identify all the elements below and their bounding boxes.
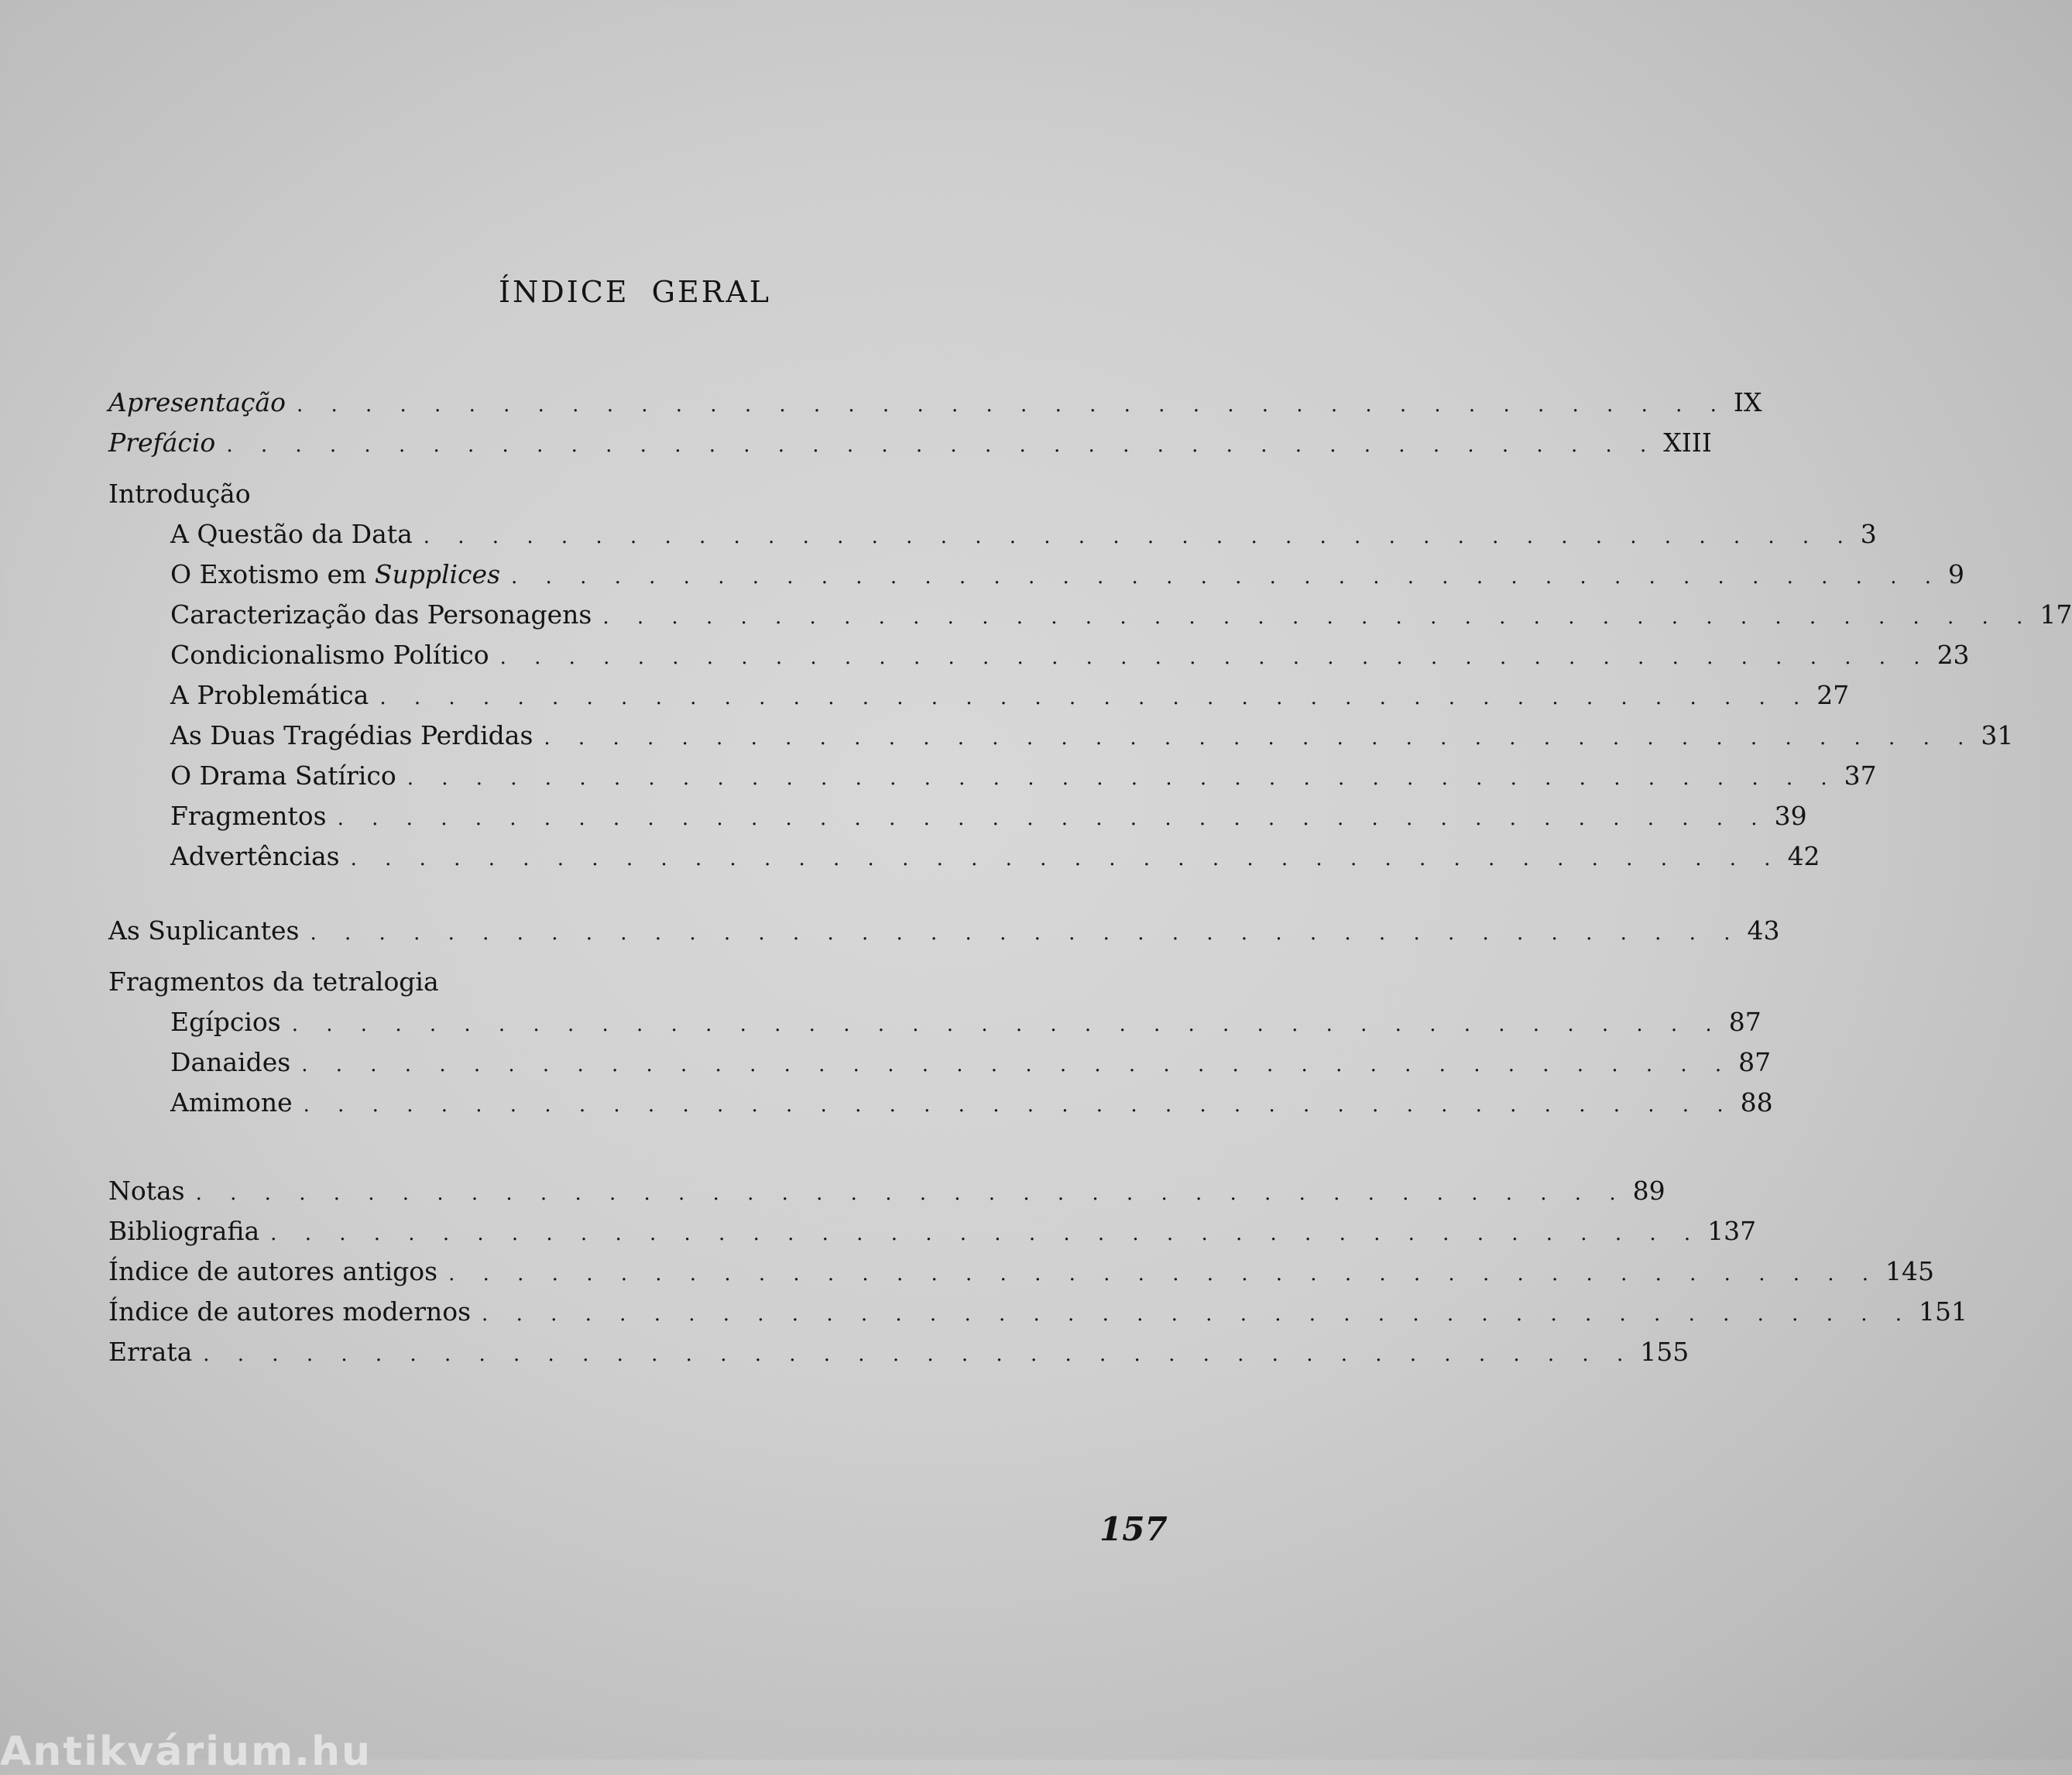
toc-entry-page: 151: [1919, 1296, 1968, 1327]
toc-entry-page: 23: [1936, 640, 1970, 670]
dot-leader: . . . . . . . . . . . . . . . . . . . . . . . . . . . . . . . . . . . . . . . . . .: [602, 606, 2034, 629]
dot-leader: . . . . . . . . . . . . . . . . . . . . . . . . . . . . . . . . . . . . . . . . . .: [303, 1093, 1734, 1117]
page-title: ÍNDICE GERAL: [498, 275, 771, 309]
toc-entry-page: 137: [1707, 1216, 1757, 1246]
toc-entry-label: Danaides: [170, 1047, 291, 1077]
toc-entry-label: Condicionalismo Político: [170, 640, 489, 670]
toc-entry-page: 87: [1728, 1007, 1762, 1037]
toc-entry-label: Índice de autores modernos: [108, 1296, 472, 1327]
toc-entry-label: A Problemática: [170, 680, 369, 710]
toc-section-introducao: [108, 479, 1154, 519]
toc-entry: [108, 720, 2014, 760]
dot-leader: . . . . . . . . . . . . . . . . . . . . . . . . . . . . . . . . . . . . . . . . . .: [379, 686, 1811, 709]
toc-entry-page: 88: [1740, 1087, 1773, 1118]
toc-entry-page: 3: [1860, 519, 1877, 549]
toc-entry-page: 37: [1844, 760, 1877, 791]
toc-entry-page: 87: [1738, 1047, 1772, 1077]
toc-entry-label: As Duas Tragédias Perdidas: [170, 720, 533, 750]
toc-entry-label: [170, 559, 511, 589]
toc-entry: [108, 1216, 1757, 1256]
toc-entry: [108, 559, 1964, 599]
toc-entry-label: Índice de autores antigos: [108, 1256, 438, 1286]
toc-entry-page: 42: [1787, 841, 1820, 871]
toc-entry-apresentacao: [108, 387, 1762, 427]
toc-entry-page: 43: [1747, 915, 1780, 946]
dot-leader: . . . . . . . . . . . . . . . . . . . . . . . . . . . . . . . . . . . . . . . . . .: [499, 646, 1931, 669]
toc-entry-label-italic: Supplices: [374, 559, 501, 589]
toc-entry-label: Prefácio: [108, 427, 216, 458]
dot-leader: . . . . . . . . . . . . . . . . . . . . . . . . . . . . . . . . . . . . . . . . . .: [511, 565, 1942, 589]
toc-entry-page: 155: [1640, 1337, 1690, 1367]
toc-entry-label: Errata: [108, 1337, 193, 1367]
dot-leader: . . . . . . . . . . . . . . . . . . . . . . . . . . . . . . . . . . . . . . . . . .: [270, 1222, 1702, 1245]
dot-leader: . . . . . . . . . . . . . . . . . . . . . . . . . . . . . . . . . . . . . . . . . .: [203, 1343, 1635, 1366]
toc-entry-page: IX: [1733, 387, 1762, 417]
toc-entry: [108, 1087, 1773, 1128]
toc-entry: [108, 1047, 1772, 1087]
toc-entry-label: As Suplicantes: [108, 915, 300, 946]
toc-entry-label: A Questão da Data: [170, 519, 413, 549]
toc-entry: [108, 680, 1850, 720]
dot-leader: . . . . . . . . . . . . . . . . . . . . . . . . . . . . . . . . . . . . . . . . . .: [448, 1262, 1880, 1286]
dot-leader: . . . . . . . . . . . . . . . . . . . . . . . . . . . . . . . . . . . . . . . . . .: [195, 1182, 1627, 1205]
toc-entry: [108, 1256, 1935, 1296]
toc-entry-label-prefix: O Exotismo em: [170, 559, 367, 589]
dot-leader: . . . . . . . . . . . . . . . . . . . . . . . . . . . . . . . . . . . . . . . . . .: [226, 434, 1658, 457]
toc-entry-label: Fragmentos: [170, 801, 327, 831]
dot-leader: . . . . . . . . . . . . . . . . . . . . . . . . . . . . . . . . . . . . . . . . . .: [423, 525, 1854, 548]
toc-entry-label: Notas: [108, 1176, 185, 1206]
table-of-contents: [108, 387, 2072, 1377]
toc-entry-label: Bibliografia: [108, 1216, 260, 1246]
toc-entry-page: 27: [1816, 680, 1850, 710]
toc-entry-page: 145: [1885, 1256, 1935, 1286]
dot-leader: . . . . . . . . . . . . . . . . . . . . . . . . . . . . . . . . . . . . . . . . . .: [350, 847, 1782, 870]
toc-section-heading: Fragmentos da tetralogia: [108, 966, 439, 997]
dot-leader: . . . . . . . . . . . . . . . . . . . . . . . . . . . . . . . . . . . . . . . . . .: [482, 1303, 1913, 1326]
toc-entry-prefacio: [108, 427, 1712, 468]
toc-entry-page: XIII: [1663, 427, 1712, 458]
dot-leader: . . . . . . . . . . . . . . . . . . . . . . . . . . . . . . . . . . . . . . . . . .: [544, 726, 1975, 750]
dot-leader: . . . . . . . . . . . . . . . . . . . . . . . . . . . . . . . . . . . . . . . . . .: [301, 1053, 1733, 1076]
toc-entry: [108, 760, 1877, 801]
toc-entry-page: 31: [1981, 720, 2014, 750]
toc-entry: [108, 1296, 1968, 1337]
dot-leader: . . . . . . . . . . . . . . . . . . . . . . . . . . . . . . . . . . . . . . . . . .: [407, 767, 1838, 790]
toc-entry-page: 9: [1947, 559, 1964, 589]
toc-section-heading: Introdução: [108, 479, 251, 509]
toc-entry: [108, 841, 1820, 881]
toc-entry-label: O Drama Satírico: [170, 760, 396, 791]
toc-entry-label: Advertências: [170, 841, 340, 871]
toc-section-fragmentos: [108, 966, 1154, 1007]
toc-entry: [108, 1337, 1690, 1377]
dot-leader: . . . . . . . . . . . . . . . . . . . . . . . . . . . . . . . . . . . . . . . . . .: [310, 922, 1741, 945]
toc-entry-page: 89: [1632, 1176, 1665, 1206]
toc-entry-label: Amimone: [170, 1087, 293, 1118]
dot-leader: . . . . . . . . . . . . . . . . . . . . . . . . . . . . . . . . . . . . . . . . . .: [296, 393, 1727, 417]
dot-leader: . . . . . . . . . . . . . . . . . . . . . . . . . . . . . . . . . . . . . . . . . .: [291, 1013, 1723, 1036]
toc-entry: [108, 1007, 1762, 1047]
toc-entry: [108, 640, 1970, 680]
toc-entry-label: Caracterização das Personagens: [170, 599, 592, 630]
page-number: 157: [1099, 1510, 1168, 1548]
watermark: Antikvárium.hu: [0, 1729, 372, 1775]
toc-entry-as-suplicantes: [108, 915, 1780, 956]
toc-entry-label: Apresentação: [108, 387, 286, 417]
toc-entry: [108, 1176, 1665, 1216]
toc-entry-label: Egípcios: [170, 1007, 281, 1037]
toc-entry-page: 39: [1774, 801, 1807, 831]
dot-leader: . . . . . . . . . . . . . . . . . . . . . . . . . . . . . . . . . . . . . . . . . .: [337, 807, 1768, 830]
toc-entry: [108, 519, 1877, 559]
toc-entry: [108, 599, 2072, 640]
toc-entry: [108, 801, 1807, 841]
toc-entry-page: 17: [2039, 599, 2072, 630]
